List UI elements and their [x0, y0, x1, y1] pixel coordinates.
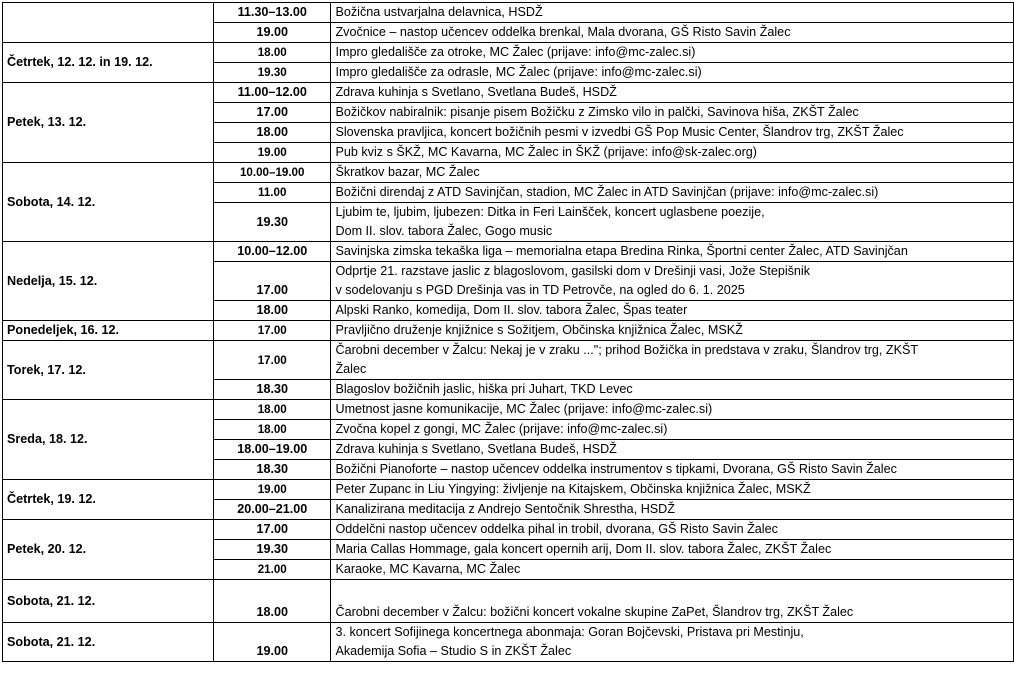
table-row [3, 321, 1014, 341]
event-cell [331, 301, 1014, 321]
event-text: Žalec [335, 362, 367, 376]
table-row [3, 580, 1014, 623]
event-text: Čarobni december v Žalcu: božični koncert vokalne skupine ZaPet, Šlandrov trg, ZKŠT Žalec [335, 605, 854, 619]
event-cell [331, 321, 1014, 341]
day-cell: Ponedeljek, 16. 12. [3, 321, 214, 341]
event-text: Ljubim te, ljubim, ljubezen: Ditka in Feri Lainšček, koncert uglasbene poezije, [335, 205, 765, 219]
event-text: Umetnost jasne komunikacije, MC Žalec (prijave: info@mc-zalec.si) [335, 402, 713, 416]
time-cell: 17.00 [214, 321, 331, 341]
time-cell: 18.00 [214, 43, 331, 63]
table-row [3, 341, 1014, 380]
table-row [3, 623, 1014, 662]
table-row [3, 520, 1014, 540]
event-cell [331, 183, 1014, 203]
time-cell: 10.00–12.00 [214, 242, 331, 262]
event-text: Čarobni december v Žalcu: Nekaj je v zraku ..."; prihod Božička in predstava v zraku, Šlandrov trg, ZKŠT [335, 343, 919, 357]
event-cell [331, 83, 1014, 103]
time-cell: 19.30 [214, 540, 331, 560]
event-text: Karaoke, MC Kavarna, MC Žalec [335, 562, 521, 576]
event-text: Dom II. slov. tabora Žalec, Gogo music [335, 224, 553, 238]
time-cell: 18.30 [214, 460, 331, 480]
time-cell: 11.30–13.00 [214, 3, 331, 23]
table-row [3, 43, 1014, 63]
time-cell: 18.30 [214, 380, 331, 400]
time-cell: 18.00 [214, 123, 331, 143]
event-text: Odprtje 21. razstave jaslic z blagoslovom, gasilski dom v Drešinji vasi, Jože Stepišnik [335, 264, 811, 278]
event-text: Maria Callas Hommage, gala koncert opernih arij, Dom II. slov. tabora Žalec, ZKŠT Žalec [335, 542, 832, 556]
event-text: Akademija Sofia – Studio S in ZKŠT Žalec [335, 644, 572, 658]
event-text: Kanalizirana meditacija z Andrejo Sentočnik Shrestha, HSDŽ [335, 502, 675, 516]
time-cell: 18.00 [214, 420, 331, 440]
day-cell: Sreda, 18. 12. [3, 400, 214, 480]
time-cell: 17.00 [214, 520, 331, 540]
event-cell [331, 540, 1014, 560]
time-cell: 19.30 [214, 203, 331, 242]
day-cell: Četrtek, 19. 12. [3, 480, 214, 520]
event-text: Impro gledališče za odrasle, MC Žalec (prijave: info@mc-zalec.si) [335, 65, 702, 79]
event-text: 3. koncert Sofijinega koncertnega abonmaja: Goran Bojčevski, Pristava pri Mestinju, [335, 625, 804, 639]
table-row [3, 400, 1014, 420]
event-text: Oddelčni nastop učencev oddelka pihal in trobil, dvorana, GŠ Risto Savin Žalec [335, 522, 778, 536]
day-cell: Torek, 17. 12. [3, 341, 214, 400]
event-cell [331, 242, 1014, 262]
event-text: Pravljično druženje knjižnice s Sožitjem, Občinska knjižnica Žalec, MSKŽ [335, 323, 743, 337]
table-row [3, 163, 1014, 183]
day-cell: Sobota, 21. 12. [3, 623, 214, 662]
event-cell [331, 440, 1014, 460]
event-cell [331, 500, 1014, 520]
event-text: Božičkov nabiralnik: pisanje pisem Božičku z Zimsko vilo in palčki, Savinova hiša, ZKŠT Žalec [335, 105, 859, 119]
event-cell [331, 520, 1014, 540]
event-text: Zvočnice – nastop učencev oddelka brenkal, Mala dvorana, GŠ Risto Savin Žalec [335, 25, 791, 39]
time-cell: 17.00 [214, 103, 331, 123]
event-cell [331, 480, 1014, 500]
event-text: Pub kviz s ŠKŽ, MC Kavarna, MC Žalec in ŠKŽ (prijave: info@sk-zalec.org) [335, 145, 757, 159]
event-text: Zdrava kuhinja s Svetlano, Svetlana Budeš, HSDŽ [335, 442, 617, 456]
event-cell [331, 380, 1014, 400]
event-cell [331, 580, 1014, 623]
time-cell: 18.00 [214, 301, 331, 321]
table-row [3, 242, 1014, 262]
event-text: Božični Pianoforte – nastop učencev oddelka instrumentov s tipkami, Dvorana, GŠ Risto Savin Žalec [335, 462, 897, 476]
event-text: Blagoslov božičnih jaslic, hiška pri Juhart, TKD Levec [335, 382, 633, 396]
event-cell [331, 460, 1014, 480]
event-text: Božična ustvarjalna delavnica, HSDŽ [335, 5, 543, 19]
event-text: Peter Zupanc in Liu Yingying: življenje na Kitajskem, Občinska knjižnica Žalec, MSKŽ [335, 482, 811, 496]
event-cell [331, 103, 1014, 123]
time-cell: 18.00 [214, 400, 331, 420]
day-cell [3, 3, 214, 43]
event-text: Slovenska pravljica, koncert božičnih pesmi v izvedbi GŠ Pop Music Center, Šlandrov trg, ZKŠT Žalec [335, 125, 904, 139]
day-cell: Petek, 13. 12. [3, 83, 214, 163]
day-cell: Četrtek, 12. 12. in 19. 12. [3, 43, 214, 83]
event-text: v sodelovanju s PGD Drešinja vas in TD Petrovče, na ogled do 6. 1. 2025 [335, 283, 745, 297]
time-cell: 18.00 [214, 580, 331, 623]
event-cell [331, 203, 1014, 242]
event-cell [331, 163, 1014, 183]
event-cell [331, 262, 1014, 301]
time-cell: 19.00 [214, 480, 331, 500]
table-row [3, 480, 1014, 500]
time-cell: 21.00 [214, 560, 331, 580]
time-cell: 17.00 [214, 341, 331, 380]
day-cell: Sobota, 21. 12. [3, 580, 214, 623]
table-row [3, 83, 1014, 103]
day-cell: Nedelja, 15. 12. [3, 242, 214, 321]
event-cell [331, 623, 1014, 662]
event-text: Zvočna kopel z gongi, MC Žalec (prijave: info@mc-zalec.si) [335, 422, 668, 436]
event-cell [331, 420, 1014, 440]
time-cell: 20.00–21.00 [214, 500, 331, 520]
event-cell [331, 3, 1014, 23]
event-text: Alpski Ranko, komedija, Dom II. slov. tabora Žalec, Špas teater [335, 303, 688, 317]
event-text: Škratkov bazar, MC Žalec [335, 165, 480, 179]
event-cell [331, 341, 1014, 380]
day-cell: Sobota, 14. 12. [3, 163, 214, 242]
events-table [2, 2, 1014, 662]
event-text: Impro gledališče za otroke, MC Žalec (prijave: info@mc-zalec.si) [335, 45, 696, 59]
time-cell: 17.00 [214, 262, 331, 301]
event-text: Zdrava kuhinja s Svetlano, Svetlana Budeš, HSDŽ [335, 85, 617, 99]
day-cell: Petek, 20. 12. [3, 520, 214, 580]
time-cell: 11.00 [214, 183, 331, 203]
event-cell [331, 23, 1014, 43]
event-cell [331, 143, 1014, 163]
event-text: Božični direndaj z ATD Savinjčan, stadion, MC Žalec in ATD Savinjčan (prijave: info@mc-zalec.si) [335, 185, 879, 199]
time-cell: 19.00 [214, 143, 331, 163]
event-cell [331, 400, 1014, 420]
time-cell: 19.30 [214, 63, 331, 83]
time-cell: 18.00–19.00 [214, 440, 331, 460]
event-cell [331, 560, 1014, 580]
table-row [3, 3, 1014, 23]
time-cell: 19.00 [214, 23, 331, 43]
time-cell: 11.00–12.00 [214, 83, 331, 103]
event-cell [331, 63, 1014, 83]
time-cell: 19.00 [214, 623, 331, 662]
event-text: Savinjska zimska tekaška liga – memorialna etapa Bredina Rinka, Športni center Žalec, ATD Savinjčan [335, 244, 908, 258]
time-cell: 10.00–19.00 [214, 163, 331, 183]
event-cell [331, 123, 1014, 143]
event-cell [331, 43, 1014, 63]
